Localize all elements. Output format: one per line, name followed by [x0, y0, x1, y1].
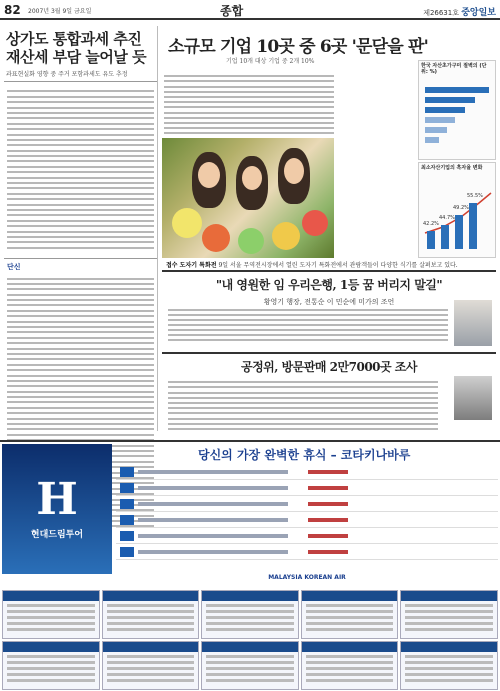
left-body-text [4, 85, 157, 254]
section-title: 종합 [220, 4, 244, 18]
photo-caption-title: 접수 도자기 특화전 [166, 262, 217, 269]
publication-info [423, 5, 496, 18]
hotel-logo: H [36, 474, 78, 525]
main-body-text [164, 72, 334, 137]
third-body-text [168, 378, 438, 433]
advertisement [0, 440, 500, 691]
left-headline [4, 26, 157, 66]
dan-label: 단신 [4, 258, 157, 272]
quote-headline: "내 영원한 임 우리은행, 1등 꿈 버리지 말길" [215, 278, 443, 292]
chart2-title: 최소자산기업의 흑자율 변화 [421, 165, 483, 171]
ad-brands: MALAYSIA KOREAN AIR [268, 574, 346, 581]
author-portrait [454, 300, 492, 346]
chart2-label-3: 49.2% [453, 205, 469, 211]
left-subhead: 과표현실화 영향 중 주거 포함과세도 유도 추정 [4, 66, 157, 82]
masthead [0, 0, 500, 20]
chart-box-1 [418, 60, 496, 160]
quote-body-text [168, 306, 448, 344]
ad-tiles [0, 588, 500, 691]
left-headline-line2: 재산세 부담 늘어날 듯 [6, 48, 147, 66]
chart2-label-2: 44.7% [439, 215, 455, 221]
issue-date: 2007년 3월 9일 금요일 [28, 8, 92, 15]
main-subhead: 기업 10개 대상 기업 중 2개 10% [226, 58, 315, 65]
third-portrait [454, 376, 492, 420]
chart-box-2 [418, 162, 496, 258]
chart2-label-4: 55.5% [467, 193, 483, 199]
chart1-graphic [419, 77, 495, 155]
main-photo [162, 138, 334, 258]
ad-slogan: 당신의 가장 완벽한 휴식 – 코타키나바루 [198, 448, 411, 462]
quote-byline: 황영기 행장, 전통순 이 민순에 미가의 조언 [263, 298, 395, 306]
chart2-label-1: 42.2% [423, 221, 439, 227]
issue-number: 제26631호 [423, 9, 459, 17]
quote-article [162, 270, 496, 348]
main-headline: 소규모 기업 10곳 중 6곳 '문닫을 판' [168, 37, 429, 57]
ad-listings [116, 464, 498, 574]
publication-name: 중앙일보 [461, 8, 496, 18]
left-article [4, 26, 158, 431]
third-article [162, 352, 496, 434]
chart2-graphic [419, 173, 495, 253]
hotel-name: 현대드림투어 [30, 530, 84, 540]
photo-caption-text: 9일 서울 무역전시장에서 열린 도자기 특화전에서 관람객들이 다양한 식기를 살펴보고 있다. [218, 262, 458, 269]
third-headline: 공정위, 방문판매 2만7000곳 조사 [241, 360, 417, 374]
hotel-ad [2, 444, 112, 574]
page-number: 82 [4, 3, 21, 17]
chart1-title: 한국 자산초가구미 절벽의 (단위: %) [421, 63, 487, 75]
left-headline-line1: 상가도 통합과세 추진 [6, 30, 142, 48]
